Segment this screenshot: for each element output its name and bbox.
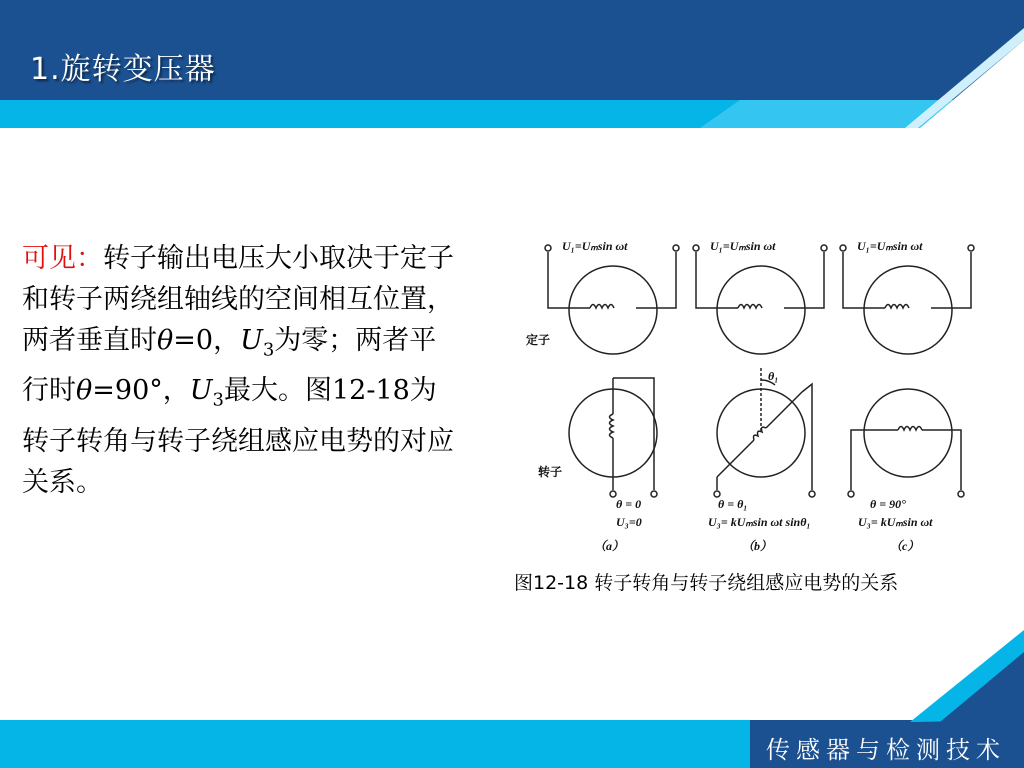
stator-circle-b (717, 266, 805, 354)
angle-label-a: θ = 0 (616, 497, 642, 511)
panel-tag-a: （a） (594, 539, 625, 553)
body-text-1: 转子输出电压大小取决于定子和转子两绕组轴线的空间相互位置，两者垂直时 (22, 243, 454, 356)
output-label-a: U₃=0 (616, 515, 642, 529)
body-paragraph (22, 238, 454, 503)
stator-label: 定子 (526, 333, 551, 347)
body-text-max: 最大。图12-18为转子转角与转子绕组感应电势的对应关系。 (22, 375, 454, 498)
body-text-zero: 为零；两者平行时 (22, 325, 437, 407)
theta1-label: θ₁ (768, 369, 779, 383)
rotor-label: 转子 (538, 465, 563, 479)
theta-symbol: θ (157, 325, 174, 356)
u-subscript-2: 3 (212, 389, 224, 411)
slide-title: 1.旋转变压器 (30, 52, 216, 87)
footer-label: 传感器与检测技术 (766, 736, 1006, 764)
supply-label-b: U₁=Uₘsin ωt (710, 239, 776, 253)
panel-tag-b: （b） (742, 539, 773, 553)
angle-label-b: θ = θ₁ (718, 497, 748, 511)
u-symbol-2: U (189, 375, 213, 407)
u-subscript: 3 (262, 339, 275, 361)
body-text-eq0: =0， (173, 325, 241, 356)
theta-symbol-2: θ (76, 375, 93, 407)
output-label-c: U₃= kUₘsin ωt (858, 515, 933, 529)
figure-caption: 图12-18 转子转角与转子绕组感应电势的关系 (514, 572, 899, 594)
supply-label-c: U₁=Uₘsin ωt (857, 239, 923, 253)
angle-label-c: θ = 90° (870, 497, 906, 511)
body-text-eq90: =90°， (92, 375, 190, 407)
panel-tag-c: （c） (890, 539, 920, 553)
stator-circle-a (569, 266, 657, 354)
stator-circle-c (864, 266, 952, 354)
rotor-circle-c (864, 389, 952, 477)
rotor-stator-figure (506, 228, 1006, 558)
output-label-b: U₃= kUₘsin ωt sinθ₁ (708, 515, 811, 529)
highlight-label: 可见： (22, 243, 103, 274)
supply-label-a: U₁=Uₘsin ωt (562, 239, 628, 253)
u-symbol: U (240, 325, 263, 356)
